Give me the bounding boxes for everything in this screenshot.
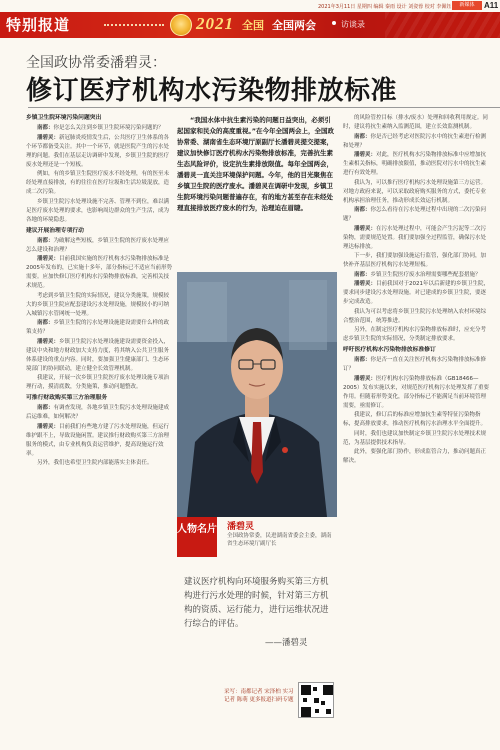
body-paragraph: 我建议，开展一次乡镇卫生院医疗废水处理设施专项治理行动，摸清底数，分类施策，推动问题整改。	[26, 375, 170, 390]
page-header	[0, 0, 500, 40]
paragraph-text: 乡镇卫生院污水处理设施建设需要资金投入，建议中央和地方财政加大支持力度，将其纳入公共卫生服务体系建设的重点内容。同时，要加强卫生健康部门、生态环境部门的协同联动，建立健全长效管理机制。	[26, 338, 170, 372]
body-paragraph: 另外，我们也希望卫生院内部能落实主体责任。	[37, 460, 153, 466]
answer-paragraph	[26, 423, 172, 459]
header-meta-bar	[0, 0, 500, 12]
body-paragraph: 我建议，修订后的标准应增加抗生素等特征污染物指标，提高排放要求，推动医疗机构污水治理水平全面提升。	[343, 412, 487, 427]
speaker-label: 南都：	[37, 405, 54, 411]
qr-module	[303, 698, 307, 702]
section-subhead: 乡镇卫生院环境污染问题突出	[26, 115, 102, 121]
speaker-label: 潘碧灵：	[37, 423, 60, 430]
paragraph-text: 乡镇卫生院医疗废水治理需要哪些配套措施？	[370, 271, 481, 278]
qr-module	[301, 685, 311, 695]
question-paragraph	[26, 237, 172, 255]
speaker-label: 潘碧灵：	[354, 281, 377, 287]
body-paragraph: 的风险管控目标（排水/废水）处理和回收利用规定。同时，建议将抗生素纳入监测范围，建立长效监测机制。	[343, 115, 488, 130]
lianghui-label: 全国	[242, 19, 264, 32]
paragraph-text: 为破解这些短板，乡镇卫生院的医疗废水处理应怎么建设和治理？	[26, 237, 170, 253]
pull-quote: 建议医疗机构向环境服务购买第三方机构进行污水处理的时候，针对第三方机构的资质、运行能力，进行运维状况进行综合的评估。	[184, 577, 329, 629]
qr-module	[326, 709, 331, 714]
speaker-label: 南都：	[354, 133, 371, 140]
decorative-wave	[385, 12, 500, 38]
question-paragraph	[26, 319, 172, 337]
paragraph-text: 你是否一直在关注医疗机构水污染物排放标准修订？	[343, 357, 487, 372]
profile-name: 潘碧灵	[227, 522, 255, 532]
question-paragraph	[343, 133, 489, 151]
qr-module	[315, 709, 319, 713]
question-paragraph	[343, 206, 489, 224]
headline-kicker: 全国政协常委潘碧灵：	[26, 55, 166, 71]
qr-module	[314, 698, 319, 703]
credits: 采写：南都记者 宋泽柏 实习记者 陈萌 更多报道扫码专题	[224, 689, 294, 703]
headline-rule	[28, 107, 500, 108]
portrait-photo	[177, 272, 337, 517]
speaker-label: 南都：	[37, 320, 54, 326]
column-title: 访谈录	[341, 20, 365, 29]
pull-quote-signature: ——潘碧灵	[265, 638, 308, 648]
speaker-label: 潘碧灵：	[354, 375, 377, 382]
paragraph-text: 有调查发现，各地乡镇卫生院污水处理设施建成后运维难，如何解决？	[26, 405, 170, 420]
paragraph-text: 你是怎么关注到乡镇卫生院环境污染问题的？	[53, 125, 164, 131]
paragraph-text: 对此，医疗机构水污染物排放标准中应增加抗生素相关指标，明确排放限值，推动医院对污水中的抗生素进行有效处理。	[343, 152, 487, 176]
article-lead	[177, 115, 337, 275]
body-paragraph: 同时，我们也建议加快制定乡镇卫生院污水处理技术规范，为基层提供技术指导。	[343, 430, 487, 446]
article-column-3	[343, 114, 489, 744]
body-paragraph: 考虑到乡镇卫生院的实际情况，建议分类施策，规模较大的乡镇卫生院应配套建设污水处理设施，规模较小的可纳入城镇污水管网统一处理。	[26, 292, 170, 317]
question-paragraph	[26, 404, 172, 422]
headline: 修订医疗机构水污染物排放标准	[26, 76, 398, 106]
paragraph-text: 目前我国实施的医疗机构水污染物排放标准是2005年发布的，已实施十多年，部分指标已不适应当前形势需要。应加快修订医疗机构水污染物排放标准，完善相关技术规范。	[26, 256, 172, 289]
answer-paragraph	[343, 280, 489, 307]
paragraph-text: 目前我们有些地方建了污水处理设施，但运行维护跟不上，导致设施闲置。建议推行财政购买第三方治理服务的模式，由专业机构负责运营维护，提高设施运行效率。	[26, 423, 170, 457]
answer-paragraph	[343, 151, 489, 178]
qr-code-icon[interactable]	[298, 682, 334, 718]
answer-paragraph	[26, 134, 172, 170]
speaker-label: 南都：	[354, 357, 371, 363]
body-paragraph: 我认为可以考虑将乡镇卫生院污水处理纳入农村环境综合整治范围，统筹推进。	[343, 308, 487, 324]
page-number: A11	[484, 1, 499, 10]
profile-bio: 全国政协常委，民进湖南省委会主委，湖南省生态环境厅副厅长	[227, 533, 332, 547]
emblem-icon	[170, 14, 192, 36]
question-paragraph	[26, 124, 172, 133]
body-paragraph: 下一步，我们要加强设施运行监管，强化部门协同，加快补齐基层医疗机构污水处理短板。	[343, 253, 487, 268]
portrait-illustration	[177, 272, 337, 517]
speaker-label: 南都：	[37, 237, 54, 244]
body-paragraph: 乡镇卫生院污水处理设施不完善、管理不到位，难以满足医疗废水处理的要求，也影响周边群众的生产生活，成为各地的环境隐患。	[26, 198, 170, 223]
section-subhead: 呼吁医疗机构水污染物排放标准修订	[343, 347, 436, 353]
body-paragraph: 我认为，可以推行医疗机构污水处理设施第三方运营。对地方政府来说，可以采取政府购买服务的方式，委托专业机构承担治理任务，推动形成长效运行机制。	[343, 179, 487, 204]
section-title: 全国两会	[272, 19, 316, 32]
paragraph-text: 你是否已经考虑对医院污水中的抗生素进行检测和处理？	[343, 133, 487, 149]
body-paragraph: 此外，要强化部门协作，形成监管合力，推动问题真正解决。	[343, 449, 487, 464]
paragraph-text: 医疗机构水污染物排放标准（GB18466—2005）发布实施以来，对规范医疗机构污水处理发挥了重要作用。但随着形势变化，部分指标已不能满足当前环境管理需要，亟需修订。	[343, 375, 489, 409]
answer-paragraph	[26, 255, 172, 291]
speaker-label: 南都：	[354, 207, 371, 213]
section-subhead: 可推行财政购买第三方治理服务	[26, 395, 108, 401]
profile-badge: 人物名片	[177, 517, 217, 557]
speaker-label: 潘碧灵：	[37, 338, 60, 345]
paragraph-text: 你怎么看待在污水处理过程中出现的二次污染问题？	[343, 207, 487, 222]
lead-paragraph: “我国水体中抗生素污染的问题日益突出，必须引起国家和民众的高度重视。”在今年全国两会上，全国政协常委、湖南省生态环境厅原副厅长潘碧灵提交提案，建议加快修订医疗机构水污染物排放标准，完善抗生素生态风险评价，设定抗生素排放限值。每年全国两会，潘碧灵一直关注环境保护问题。今年，他的目光聚焦在乡镇卫生院的医疗废水。潘碧灵在调研中发现，乡镇卫生院环境污染问题普遍存在，有的地方甚至存在未经处理直接排放医疗废水的行为，治理迫在眉睫。	[177, 116, 335, 212]
question-paragraph	[343, 356, 489, 374]
media-tag: 新媒体	[452, 1, 482, 10]
issue-meta: 2021年3月11日 星期四 编辑 秦雨 设计 刘姿蓉 校对 李佩钰	[318, 4, 452, 10]
article-column-1	[26, 112, 172, 744]
paragraph-text: 新冠肺炎疫情发生后，公共医疗卫生体系的各个环节都备受关注。其中一个环节，就是医院产生的污水处理的问题。我们在基层走访调研中发现，乡镇卫生院的医疗废水处理还是一个短板。	[26, 134, 170, 168]
qr-module	[321, 701, 325, 705]
dotted-divider	[104, 24, 164, 26]
body-paragraph: 例如，有的乡镇卫生院医疗废水不经处理，有的医至未经处理直接排放，有的往往在医疗垃圾和生活垃圾混放，造成二次污染。	[26, 171, 170, 195]
answer-paragraph	[26, 338, 172, 374]
dot-separator	[332, 21, 336, 25]
speaker-label: 潘碧灵：	[354, 225, 377, 232]
answer-paragraph	[343, 225, 489, 252]
paragraph-text: 目前我国对于2021年以后新建的乡镇卫生院，要求同步建设污水处理设施。对已建成的乡镇卫生院，要逐步完成改造。	[343, 281, 489, 305]
speaker-label: 南都：	[37, 125, 54, 131]
speaker-label: 潘碧灵：	[37, 134, 60, 141]
answer-paragraph	[343, 375, 489, 411]
year-label: 2021	[196, 14, 234, 33]
body-paragraph: 另外，在制定医疗机构水污染物排放标准时，应充分考虑乡镇卫生院的实际情况，分类制定排放要求。	[343, 327, 487, 342]
question-paragraph	[343, 271, 489, 280]
header-band	[0, 12, 500, 38]
paragraph-text: 在污水处理过程中，可能会产生污泥等二次污染物，需要规范处置。我们要加强全过程监管，确保污水处理达标排放。	[343, 225, 487, 250]
qr-module	[301, 707, 311, 717]
qr-module	[313, 687, 317, 691]
profile-card	[177, 517, 337, 563]
series-title: 特别报道	[6, 16, 71, 34]
paragraph-text: 乡镇卫生院的污水处理设施建设需要什么样的政策支持？	[26, 320, 170, 335]
speaker-label: 潘碧灵：	[37, 256, 60, 262]
speaker-label: 潘碧灵：	[354, 152, 377, 158]
speaker-label: 南都：	[354, 271, 371, 278]
section-subhead: 建议开展治理专项行动	[26, 227, 84, 234]
qr-module	[323, 685, 333, 695]
